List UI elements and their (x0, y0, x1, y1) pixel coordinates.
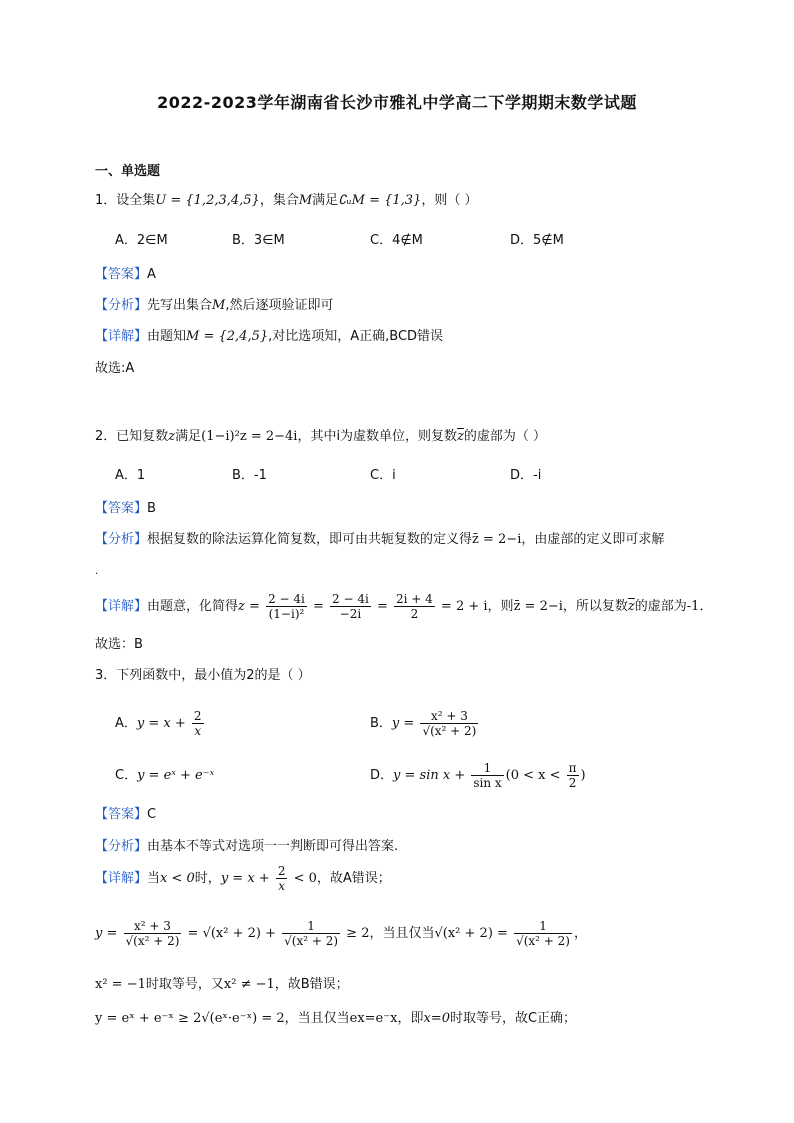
q3-option-a: A．y = x + $\frac{2}{x}$ (115, 709, 202, 738)
q3-analysis: 【分析】由基本不等式对选项一一判断即可得出答案. (95, 839, 399, 854)
q3-option-d: D．y = sin x + $\frac{1}{\text{sin x}}$ (0 < x < $\frac{\pi}{2}$ ) (370, 761, 586, 790)
section-heading: 一、单选题 (95, 164, 161, 179)
q2-option-d: D．-i (510, 468, 542, 483)
q2-option-c: C．i (370, 468, 396, 483)
q2-answer: 【答案】B (95, 501, 156, 516)
q3-option-b: B．y = $\frac{\text{x² + 3}}{\text{√(x² + 2)}}$ (370, 709, 477, 738)
q1-option-b: B．3∈M (232, 233, 285, 248)
q1-stem: 1．设全集U = {1,2,3,4,5}，集合M满足∁ᵤM = {1,3}，则（ ） (95, 193, 478, 208)
q3-answer: 【答案】C (95, 807, 157, 822)
q2-analysis: 【分析】根据复数的除法运算化简复数，即可由共轭复数的定义得z̄ = 2−i，由虚部的定义即可求解 (95, 532, 665, 547)
q3-detail-line1: 【详解】当x < 0时，y = x + $\frac{2}{x}$ < 0，故A错误； (95, 864, 391, 893)
q1-answer: 【答案】A (95, 267, 156, 282)
q1-option-a: A．2∈M (115, 233, 168, 248)
q3-stem: 3．下列函数中，最小值为2的是（ ） (95, 668, 311, 683)
q2-option-a: A．1 (115, 468, 146, 483)
q1-detail: 【详解】由题知M = {2,4,5},对比选项知，A正确,BCD错误 (95, 329, 444, 344)
q1-option-c: C．4∉M (370, 233, 423, 248)
q2-option-b: B．-1 (232, 468, 267, 483)
q2-stem: 2．已知复数z满足(1−i)²z = 2−4i，其中i为虚数单位，则复数$\overline{z}$的虚部为（ ） (95, 429, 547, 444)
q2-detail: 【详解】由题意，化简得z = $\frac{2 - 4i}{\text{(1−i)²}}$ = $\frac{2 - 4i}{-2i}$ = $\frac{2i + 4}{2}$ = 2 + i，则z̄ = 2−i，所以复数$\overline{z}$的虚部为-1． (95, 592, 713, 621)
q3-detail-line4: y = eˣ + e⁻ˣ ≥ 2√(eˣ·e⁻ˣ) = 2，当且仅当ex=e⁻x，即x=0时取等号，故C正确； (95, 1011, 577, 1026)
q3-detail-line2: y = $\frac{\text{x² + 3}}{\text{√(x² + 2)}}$ = √(x² + 2) + $\frac{1}{\text{√(x² + 2)}}$ ≥ 2，当且仅当√(x² + 2) = $\frac{1}{\text{√(x² + 2)}}$ ， (95, 919, 587, 948)
q3-detail-line3: x² = −1时取等号，又x² ≠ −1，故B错误； (95, 977, 349, 992)
q3-option-c: C．y = eˣ + e⁻ˣ (115, 768, 215, 783)
page-title: 2022-2023学年湖南省长沙市雅礼中学高二下学期期末数学试题 (157, 93, 637, 112)
q1-option-d: D．5∉M (510, 233, 564, 248)
q2-analysis-trailing: . (95, 566, 99, 577)
q1-conclusion: 故选:A (95, 361, 135, 376)
q2-conclusion: 故选：B (95, 637, 143, 652)
q1-analysis: 【分析】先写出集合M,然后逐项验证即可 (95, 298, 334, 313)
